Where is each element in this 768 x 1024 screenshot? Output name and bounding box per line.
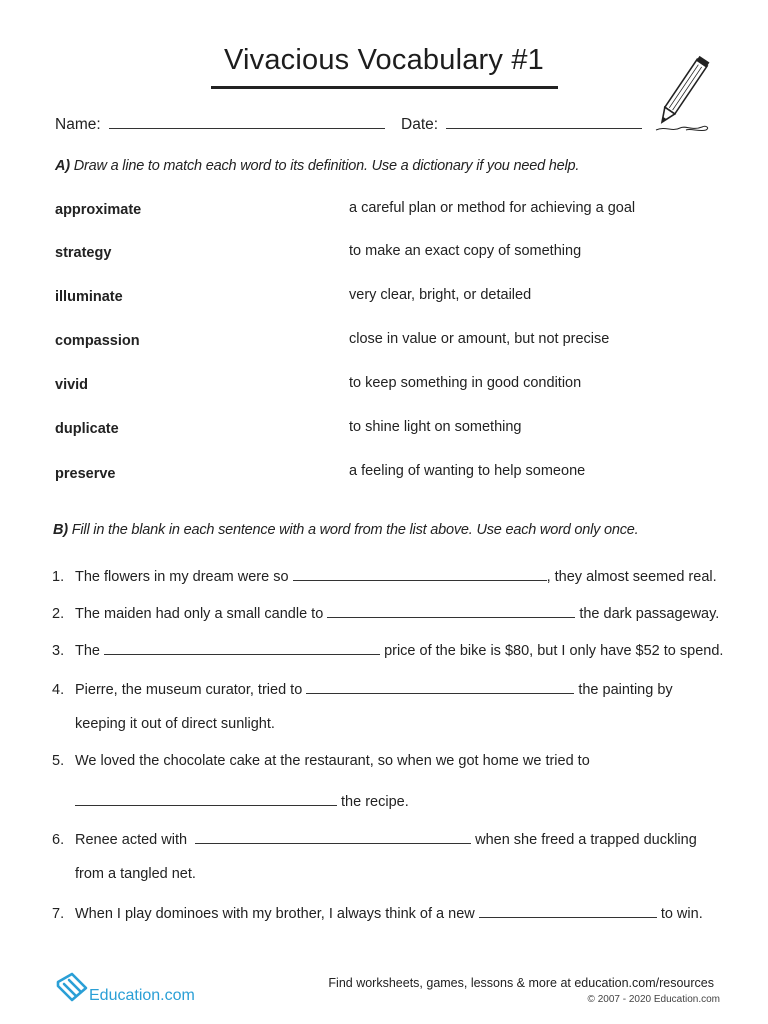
definition: a careful plan or method for achieving a goal (349, 200, 636, 216)
name-label: Name: (55, 116, 101, 133)
answer-blank[interactable] (306, 679, 574, 694)
section-b-letter: B) (53, 522, 68, 538)
date-field[interactable] (401, 114, 642, 134)
vocab-word: duplicate (55, 421, 119, 437)
footer-find-text[interactable]: Find worksheets, games, lessons & more at education.com/resources (328, 976, 714, 990)
section-a-instruction: A) Draw a line to match each word to its definition. Use a dictionary if you need help. (55, 158, 580, 174)
answer-blank[interactable] (293, 566, 547, 581)
section-a-letter: A) (55, 158, 70, 174)
vocab-word: compassion (55, 333, 140, 349)
brand-name[interactable]: Education.com (89, 987, 195, 1004)
answer-blank[interactable] (327, 603, 575, 618)
sentence-7: 7. When I play dominoes with my brother, I always think of a new to win. (52, 903, 703, 922)
vocab-word: approximate (55, 202, 142, 218)
definition: to shine light on something (349, 419, 522, 435)
vocab-word: illuminate (55, 289, 123, 305)
date-blank[interactable] (446, 114, 642, 129)
sentence-2: 2. The maiden had only a small candle to the dark passageway. (52, 603, 719, 622)
sentence-5: 5. We loved the chocolate cake at the restaurant, so when we got home we tried to (52, 753, 590, 769)
name-blank[interactable] (109, 114, 385, 129)
section-b-instruction: B) Fill in the blank in each sentence with a word from the list above. Use each word only once. (53, 522, 639, 538)
date-label: Date: (401, 116, 439, 133)
definition: a feeling of wanting to help someone (349, 463, 586, 479)
definition: to make an exact copy of something (349, 243, 582, 259)
sentence-6-continuation: from a tangled net. (75, 866, 196, 882)
sentence-4: 4. Pierre, the museum curator, tried to the painting by (52, 679, 673, 698)
answer-blank[interactable] (104, 640, 380, 655)
name-field[interactable] (55, 114, 385, 134)
sentence-4-continuation: keeping it out of direct sunlight. (75, 716, 275, 732)
vocab-word: strategy (55, 245, 112, 261)
pencil-icon (646, 52, 716, 136)
vocab-word: vivid (55, 377, 89, 393)
sentence-3: 3. The price of the bike is $80, but I only have $52 to spend. (52, 640, 723, 659)
sentence-6: 6. Renee acted with when she freed a trapped duckling (52, 829, 697, 848)
definition: to keep something in good condition (349, 375, 582, 391)
definition: close in value or amount, but not precise (349, 331, 610, 347)
answer-blank[interactable] (479, 903, 657, 918)
definition: very clear, bright, or detailed (349, 287, 532, 303)
footer-copyright: © 2007 - 2020 Education.com (587, 994, 720, 1005)
title-underline (211, 86, 558, 89)
worksheet-title: Vivacious Vocabulary #1 (223, 44, 545, 76)
vocab-word: preserve (55, 466, 116, 482)
answer-blank[interactable] (75, 791, 337, 806)
sentence-5-continuation: the recipe. (75, 791, 409, 810)
education-logo-icon (52, 970, 92, 1006)
answer-blank[interactable] (195, 829, 471, 844)
sentence-1: 1. The flowers in my dream were so , they almost seemed real. (52, 566, 717, 585)
